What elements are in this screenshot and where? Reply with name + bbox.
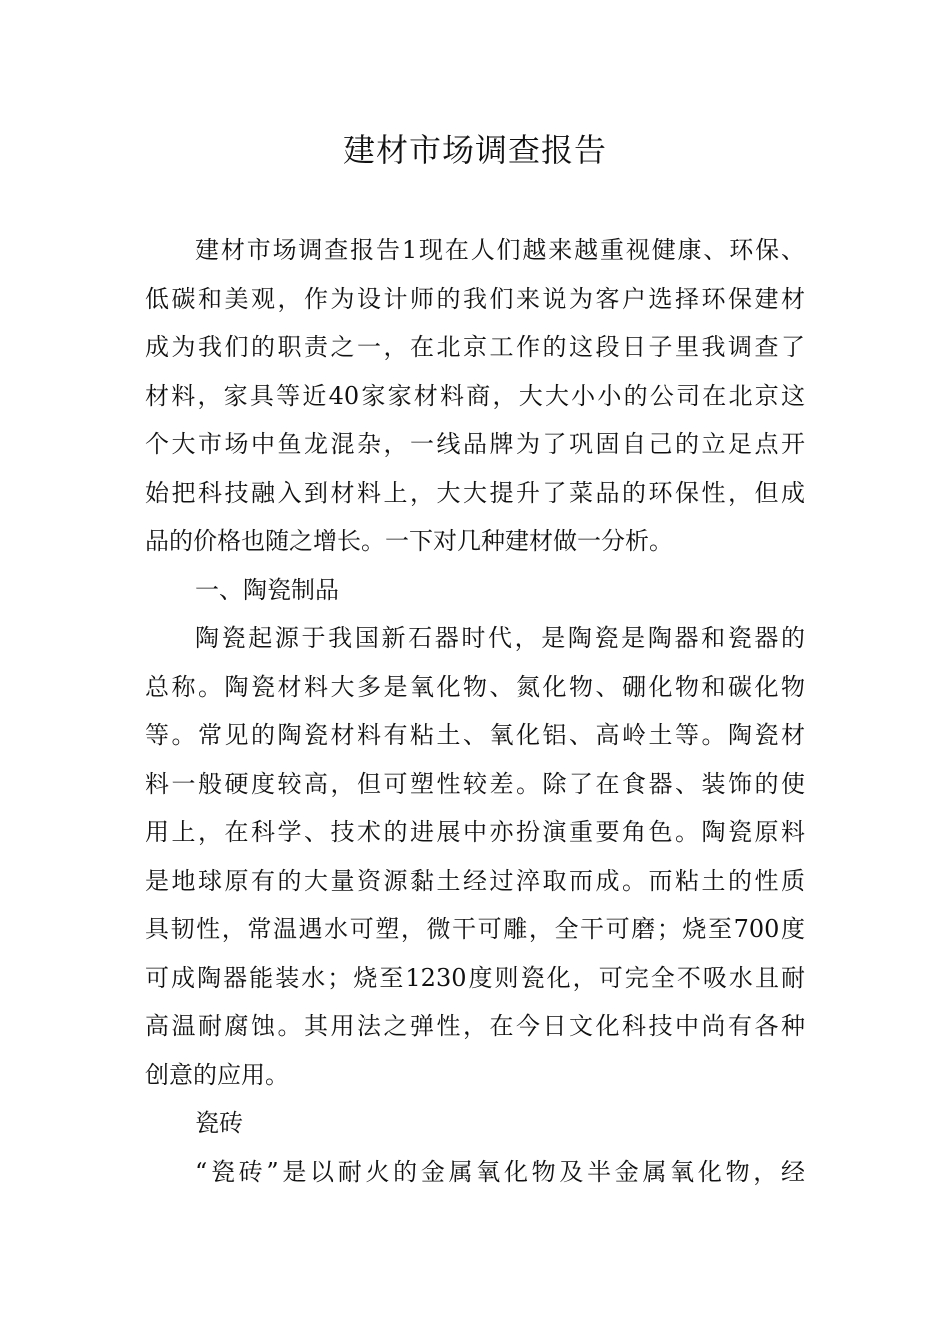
text-line: 品的价格也随之增长。一下对几种建材做一分析。	[145, 527, 673, 555]
text-line: 材料，家具等近40家家材料商，大大小小的公司在北京这	[145, 381, 805, 410]
text-line: 低碳和美观，作为设计师的我们来说为客户选择环保建材	[145, 284, 805, 313]
text-line: 总称。陶瓷材料大多是氧化物、氮化物、硼化物和碳化物	[145, 672, 805, 701]
document-title: 建材市场调查报告	[342, 131, 607, 169]
text-line: 是地球原有的大量资源黏土经过淬取而成。而粘土的性质	[145, 866, 805, 895]
text-line: 用上，在科学、技术的进展中亦扮演重要角色。陶瓷原料	[145, 818, 805, 846]
text-line: 陶瓷起源于我国新石器时代，是陶瓷是陶器和瓷器的	[195, 624, 805, 652]
text-line: 创意的应用。	[145, 1060, 289, 1089]
text-line: 建材市场调查报告1现在人们越来越重视健康、环保、	[195, 236, 805, 264]
text-line: “瓷砖”是以耐火的金属氧化物及半金属氧化物，经	[195, 1157, 805, 1186]
text-line: 可成陶器能装水；烧至1230度则瓷化，可完全不吸水且耐	[145, 963, 805, 992]
text-line: 个大市场中鱼龙混杂，一线品牌为了巩固自己的立足点开	[145, 430, 805, 458]
text-line: 成为我们的职责之一，在北京工作的这段日子里我调查了	[145, 333, 805, 361]
text-line: 具韧性，常温遇水可塑，微干可雕，全干可磨；烧至700度	[145, 915, 805, 943]
text-line: 一、陶瓷制品	[195, 575, 339, 604]
document-body	[145, 226, 805, 1196]
text-line: 等。常见的陶瓷材料有粘土、氧化铝、高岭土等。陶瓷材	[145, 721, 805, 749]
text-line: 瓷砖	[195, 1109, 243, 1137]
text-line: 高温耐腐蚀。其用法之弹性，在今日文化科技中尚有各种	[145, 1012, 805, 1040]
text-line: 始把科技融入到材料上，大大提升了菜品的环保性，但成	[145, 478, 805, 507]
text-line: 料一般硬度较高，但可塑性较差。除了在食器、装饰的使	[145, 769, 805, 798]
